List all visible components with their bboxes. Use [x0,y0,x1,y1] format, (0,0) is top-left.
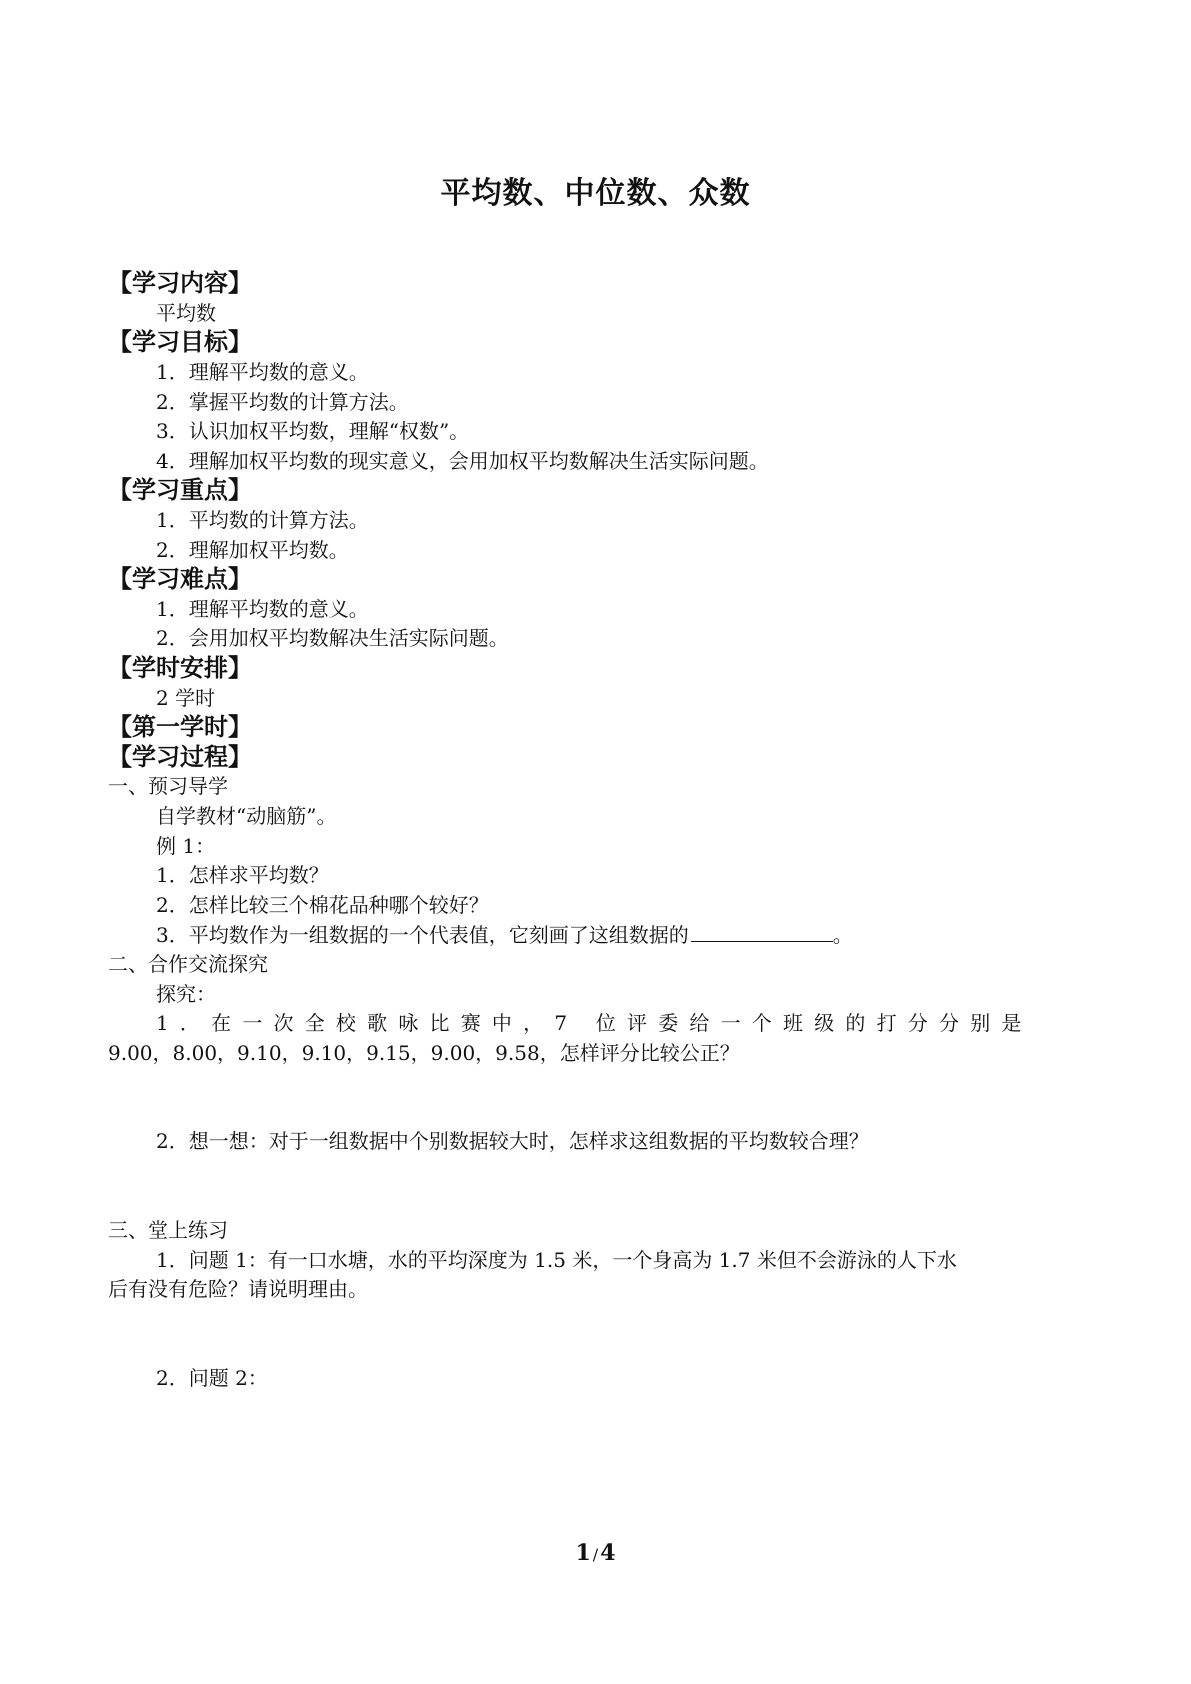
key-point-item: 1．平均数的计算方法。 [156,508,369,532]
learning-content-text: 平均数 [156,301,216,325]
part3-heading: 三、堂上练习 [108,1218,228,1242]
part3-question1-line2: 后有没有危险？请说明理由。 [108,1277,368,1301]
heading-learning-content: 【学习内容】 [108,268,252,297]
goal-item: 2．掌握平均数的计算方法。 [156,390,409,414]
part1-item: 2．怎样比较三个棉花品种哪个较好？ [156,893,489,917]
part1-item-3 [156,921,853,948]
total-pages: 4 [600,1540,616,1566]
part1-item: 1．怎样求平均数？ [156,863,329,887]
goal-item: 3．认识加权平均数，理解“权数”。 [156,419,470,443]
heading-first-period: 【第一学时】 [108,712,252,741]
part2-question1-line1: 1．在一次全校歌咏比赛中，7 位评委给一个班级的打分分别是 [156,1011,1033,1035]
fill-in-blank[interactable] [691,921,833,942]
part2-question2: 2．想一想：对于一组数据中个别数据较大时，怎样求这组数据的平均数较合理？ [156,1129,869,1153]
heading-schedule: 【学时安排】 [108,653,252,682]
heading-learning-process: 【学习过程】 [108,742,252,771]
part1-item3-text: 3．平均数作为一组数据的一个代表值，它刻画了这组数据的 [156,923,689,947]
difficulty-item: 1．理解平均数的意义。 [156,597,369,621]
heading-learning-goals: 【学习目标】 [108,327,252,356]
heading-key-points: 【学习重点】 [108,475,252,504]
page-number [0,1540,1191,1566]
page-separator: / [592,1545,599,1564]
current-page: 1 [575,1540,591,1566]
part1-example: 例 1： [156,834,216,858]
part2-heading: 二、合作交流探究 [108,952,268,976]
part3-question2: 2．问题 2： [156,1366,268,1390]
heading-difficulties: 【学习难点】 [108,564,252,593]
schedule-text: 2 学时 [156,686,216,710]
document-title: 平均数、中位数、众数 [440,176,751,211]
part1-heading: 一、预习导学 [108,774,228,798]
difficulty-item: 2．会用加权平均数解决生活实际问题。 [156,626,509,650]
part2-question1-line2: 9.00，8.00，9.10，9.10，9.15，9.00，9.58，怎样评分比较公正？ [108,1041,740,1065]
goal-item: 1．理解平均数的意义。 [156,360,369,384]
part3-question1-line1: 1．问题 1：有一口水塘，水的平均深度为 1.5 米，一个身高为 1.7 米但不会游泳的人下水 [156,1248,957,1272]
part1-item3-suffix: 。 [832,923,853,947]
part1-intro: 自学教材“动脑筋”。 [156,804,337,828]
part2-intro: 探究： [156,982,216,1006]
key-point-item: 2．理解加权平均数。 [156,538,349,562]
goal-item: 4．理解加权平均数的现实意义，会用加权平均数解决生活实际问题。 [156,449,769,473]
